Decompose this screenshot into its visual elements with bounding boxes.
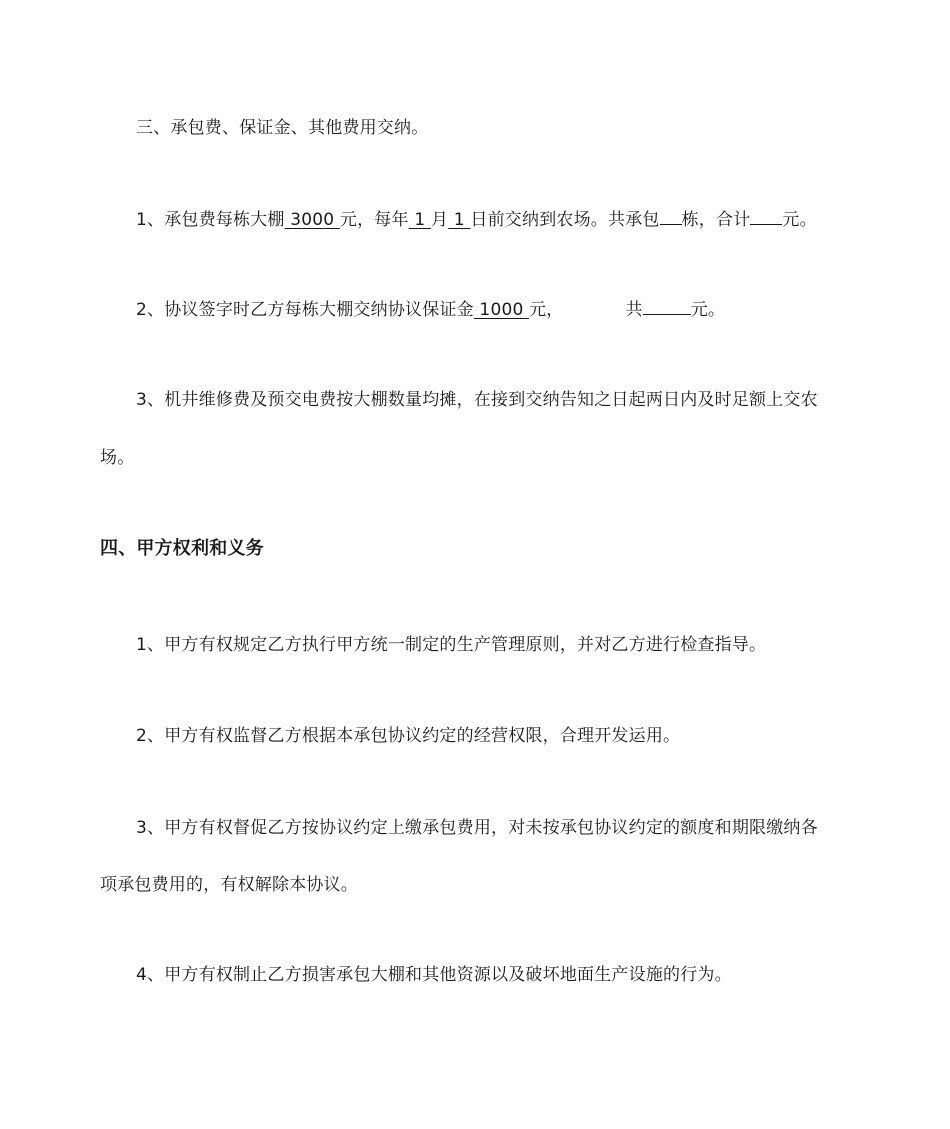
section4-item3-line1: 3、甲方有权督促乙方按协议约定上缴承包费用，对未按承包协议约定的额度和期限缴纳各 [136,818,818,838]
item2-prefix: 2、协议签字时乙方每栋大棚交纳协议保证金 [136,300,474,320]
section3-item3-line2: 场。 [100,448,135,468]
item1-suffix: 元。 [782,210,817,230]
section3-item1 [136,207,860,232]
section4-title: 四、甲方权利和义务 [100,538,264,559]
deposit-total-blank [643,297,691,315]
item1-prefix: 1、承包费每栋大棚 [136,210,285,230]
month-value: 1 [408,210,431,230]
section3-item3-line1: 3、机井维修费及预交电费按大棚数量均摊，在接到交纳告知之日起两日内及时足额上交农 [136,390,818,410]
section3-title: 三、承包费、保证金、其他费用交纳。 [136,118,429,138]
item1-mid3: 日前交纳到农场。共承包 [470,210,660,230]
item2-mid2: 共 [625,300,643,320]
section4-item3-line2: 项承包费用的，有权解除本协议。 [100,875,358,895]
fee-value: 3000 [284,210,340,230]
count-blank [660,207,682,225]
section4-item4: 4、甲方有权制止乙方损害承包大棚和其他资源以及破坏地面生产设施的行为。 [136,965,732,985]
item2-mid: 元， [529,300,564,320]
section3-item2 [136,297,860,322]
item1-mid1: 元，每年 [339,210,409,230]
deposit-value: 1000 [473,300,530,320]
item1-mid4: 栋，合计 [681,210,751,230]
item1-mid2: 月 [430,210,449,230]
section4-item2: 2、甲方有权监督乙方根据本承包协议约定的经营权限，合理开发运用。 [136,726,681,746]
section4-item1: 1、甲方有权规定乙方执行甲方统一制定的生产管理原则，并对乙方进行检查指导。 [136,635,767,655]
total-blank [750,207,782,225]
item2-suffix: 元。 [690,300,726,320]
day-value: 1 [448,210,471,230]
